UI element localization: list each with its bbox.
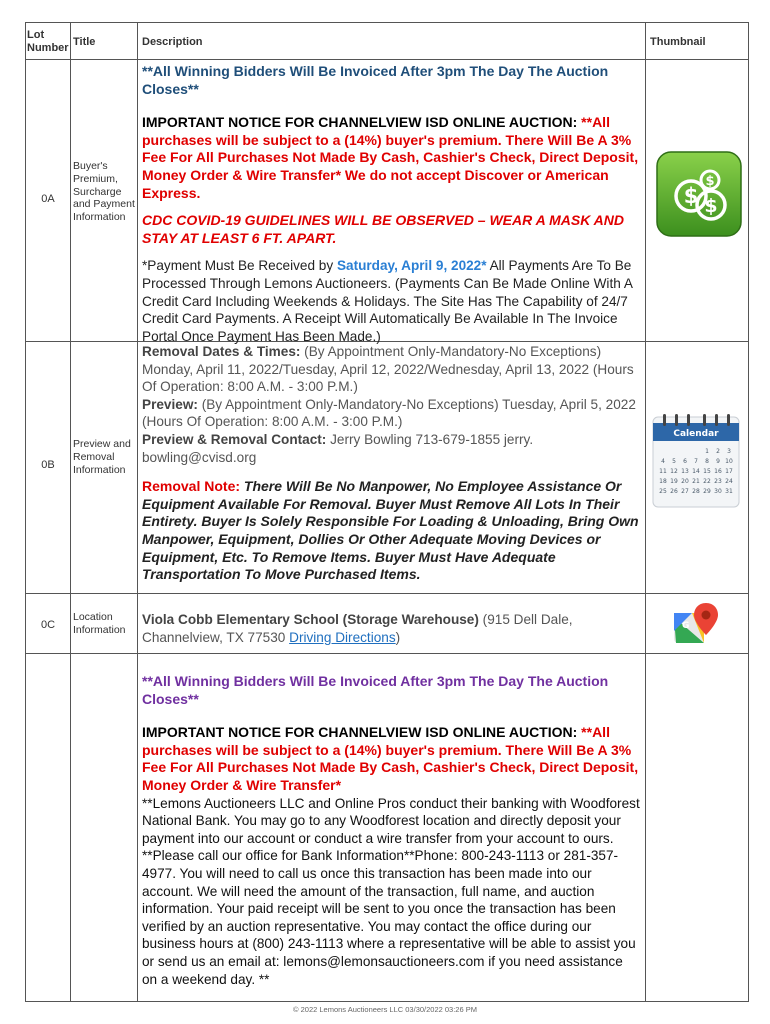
calendar-day: 14 bbox=[692, 468, 700, 475]
header-title: Title bbox=[73, 36, 96, 48]
calendar-day: 9 bbox=[716, 458, 720, 465]
calendar-day: 1 bbox=[705, 448, 709, 455]
invoice-notice: **All Winning Bidders Will Be Invoiced After 3pm The Day The Auction Closes** bbox=[142, 63, 609, 97]
contact-info: Preview & Removal Contact: Jerry Bowling 713-679-1855 jerry. bowling@cvisd.org bbox=[142, 431, 534, 465]
calendar-day: 2 bbox=[716, 448, 720, 455]
calendar-day: 31 bbox=[725, 488, 733, 495]
calendar-day: 28 bbox=[692, 488, 700, 495]
invoice-notice: **All Winning Bidders Will Be Invoiced After 3pm The Day The Auction Closes** bbox=[142, 673, 609, 707]
calendar-day: 23 bbox=[714, 478, 722, 485]
buyers-premium-text: **All purchases will be subject to a (14%) buyer's premium. There Will Be A 3% Fee For All Purchases Not Made By Cash, Cashier's Check, Direct Deposit, Money Order & Wire Transfer* bbox=[142, 724, 639, 793]
lot-description bbox=[142, 673, 640, 988]
calendar-day: 20 bbox=[681, 478, 689, 485]
calendar-day: 10 bbox=[725, 458, 733, 465]
location-name: Viola Cobb Elementary School (Storage Warehouse) bbox=[142, 612, 479, 627]
calendar-title: Calendar bbox=[673, 429, 719, 439]
location-text: Viola Cobb Elementary School (Storage Warehouse) (915 Dell Dale, Channelview, TX 77530 Driving Directions) bbox=[142, 612, 573, 645]
lot-title: Buyer's Premium, Surcharge and Payment Information bbox=[73, 160, 135, 224]
header-description: Description bbox=[142, 36, 203, 48]
lot-description bbox=[142, 63, 640, 345]
map-pin-icon[interactable] bbox=[670, 601, 720, 647]
lot-title: Preview and Removal Information bbox=[73, 438, 131, 476]
calendar-day: 30 bbox=[714, 488, 722, 495]
driving-directions-link[interactable]: Driving Directions bbox=[289, 629, 396, 645]
removal-dates: Removal Dates & Times: (By Appointment Only-Mandatory-No Exceptions) Monday, April 11, 2022/Tuesday, April 12, 2022/Wednesday, April 13, 2022 (Hours Of Operation: 8:00 A.M. - 3:00 P.M.) bbox=[142, 344, 634, 395]
calendar-day: 24 bbox=[725, 478, 733, 485]
calendar-day: 25 bbox=[659, 488, 667, 495]
column-divider bbox=[70, 23, 71, 1001]
lot-description bbox=[142, 611, 640, 646]
lot-description bbox=[142, 343, 640, 584]
removal-note: Removal Note: There Will Be No Manpower, No Employee Assistance Or Equipment Available For Removal. Buyer Must Remove All Lots In Their Entirety. Buyer Is Solely Responsible For Loading & Unloading, Bring Own Manpower, Equipment, Dollies Or Other Adequate Moving Devices or Equipment, Etc. To Remove Items. Buyer Must Have Adequate Transportation To Move Purchased Items. bbox=[142, 478, 639, 583]
notice-heading: IMPORTANT NOTICE FOR CHANNELVIEW ISD ONLINE AUCTION: bbox=[142, 114, 582, 131]
buyers-premium-text: **All purchases will be subject to a (14%) buyer's premium. There Will Be A 3% Fee For All Purchases Not Made By Cash, Cashier's Check, Direct Deposit, Money Order & Wire Transfer* We do not accept Discover or American Express. bbox=[142, 114, 639, 201]
column-divider bbox=[645, 23, 646, 1001]
calendar-day: 15 bbox=[703, 468, 711, 475]
money-icon bbox=[655, 150, 743, 238]
row-divider bbox=[26, 653, 748, 654]
lot-title: Location Information bbox=[73, 611, 126, 636]
calendar-day: 17 bbox=[725, 468, 733, 475]
preview-dates: Preview: (By Appointment Only-Mandatory-No Exceptions) Tuesday, April 5, 2022 (Hours Of Operation: 8:00 A.M. - 3:00 P.M.) bbox=[142, 396, 636, 430]
calendar-icon bbox=[651, 411, 743, 513]
page-footer: © 2022 Lemons Auctioneers LLC 03/30/2022 03:26 PM bbox=[293, 1005, 477, 1014]
lots-table bbox=[25, 22, 749, 1002]
calendar-day: 16 bbox=[714, 468, 722, 475]
calendar-day: 18 bbox=[659, 478, 667, 485]
calendar-day: 5 bbox=[672, 458, 676, 465]
header-thumbnail: Thumbnail bbox=[650, 36, 706, 48]
calendar-day: 7 bbox=[694, 458, 698, 465]
banking-info: **Lemons Auctioneers LLC and Online Pros conduct their banking with Woodforest National Bank. You may go to any Woodforest location and directly deposit your payment into our account or conduct a wire transfer from your account to ours. **Please call our office for Bank Information**Phone: 800-243-1113 or 281-357-4977. You will need to call us once this transaction has been made into our account. We will need the amount of the transaction, full name, and auction information. Your paid receipt will be sent to you once the transaction has been verified by an auction representative. You may contact the office during our business hours at (800) 243-1113 where a representative will be able to assist you or send us an email at: lemons@lemonsauctioneers.com if you need assistance on a weekend day. ** bbox=[142, 795, 640, 987]
important-notice bbox=[142, 114, 640, 202]
important-notice bbox=[142, 724, 640, 794]
payment-date: Saturday, April 9, 2022* bbox=[336, 258, 487, 274]
calendar-day: 3 bbox=[727, 448, 731, 455]
svg-text:$: $ bbox=[704, 195, 718, 217]
calendar-day: 4 bbox=[661, 458, 665, 465]
calendar-day: 11 bbox=[659, 468, 667, 475]
calendar-day: 22 bbox=[703, 478, 711, 485]
svg-text:$: $ bbox=[683, 184, 699, 208]
lot-number: 0A bbox=[41, 193, 55, 205]
covid-notice: CDC COVID-19 GUIDELINES WILL BE OBSERVED – WEAR A MASK AND STAY AT LEAST 6 FT. APART. bbox=[142, 212, 625, 246]
calendar-day: 6 bbox=[683, 458, 687, 465]
lot-number: 0B bbox=[41, 459, 55, 471]
calendar-day: 29 bbox=[703, 488, 711, 495]
column-divider bbox=[137, 23, 138, 1001]
svg-text:$: $ bbox=[705, 174, 715, 189]
notice-heading: IMPORTANT NOTICE FOR CHANNELVIEW ISD ONLINE AUCTION: bbox=[142, 724, 582, 741]
calendar-day: 26 bbox=[670, 488, 678, 495]
calendar-day: 12 bbox=[670, 468, 678, 475]
header-lot-number: Lot Number bbox=[27, 29, 69, 54]
calendar-day: 13 bbox=[681, 468, 689, 475]
calendar-day: 19 bbox=[670, 478, 678, 485]
lot-number: 0C bbox=[40, 619, 56, 631]
row-divider bbox=[26, 59, 748, 60]
payment-deadline: *Payment Must Be Received by Saturday, April 9, 2022* All Payments Are To Be Processed Through Lemons Auctioneers. (Payments Can Be Made Online With A Credit Card Including Weekends & Holidays. The Site Has The Capability of 24/7 Credit Card Payments. A Receipt Will Automatically Be Available In The Invoice Portal Once Payment Has Been Made.) bbox=[142, 258, 633, 344]
svg-text:G: G bbox=[682, 621, 690, 631]
row-divider bbox=[26, 593, 748, 594]
calendar-day: 8 bbox=[705, 458, 709, 465]
calendar-day: 27 bbox=[681, 488, 689, 495]
calendar-day: 21 bbox=[692, 478, 700, 485]
